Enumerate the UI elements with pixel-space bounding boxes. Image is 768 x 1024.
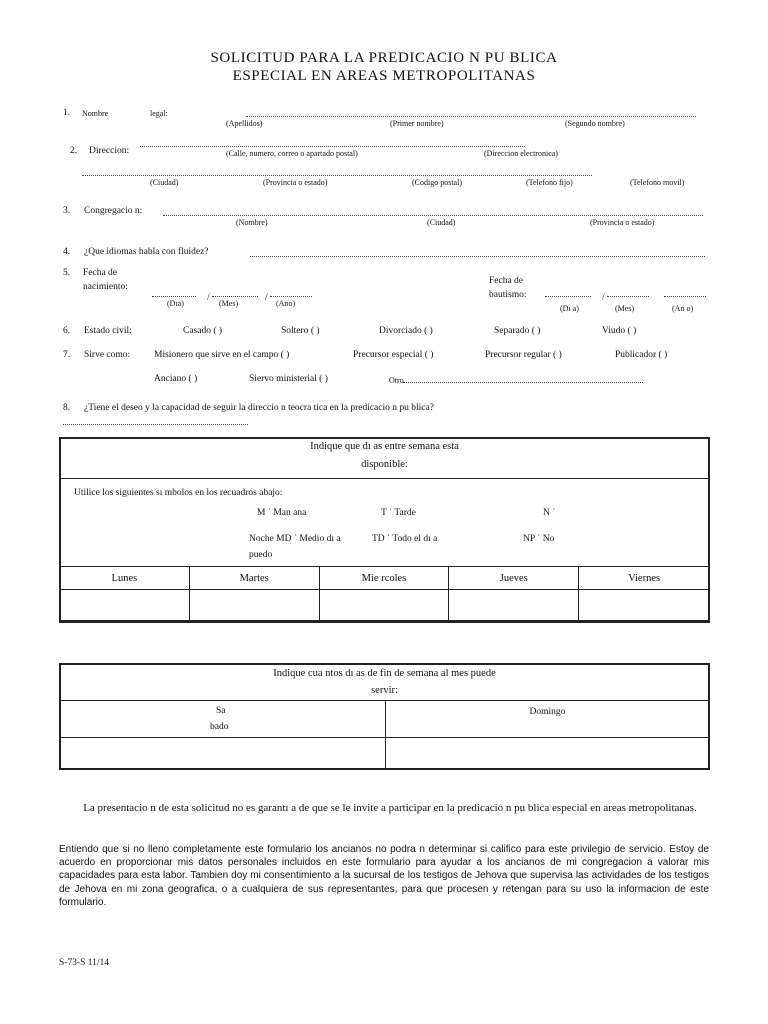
weekend-sabado-line2: bado: [210, 722, 229, 732]
weekend-header-line1: Indique cua ntos dı as de fin de semana al mes puede: [273, 668, 496, 679]
q4-number: 4.: [63, 247, 71, 257]
congregation-field[interactable]: [163, 215, 703, 216]
symbol-n: N ˙: [543, 508, 556, 518]
q5-sub-mes: (Mes): [219, 299, 239, 308]
weekday-header-line2: disponible:: [361, 459, 408, 470]
civil-option-divorciado[interactable]: Divorciado ( ): [379, 326, 433, 336]
weekday-header-jueves: Jueves: [449, 567, 579, 590]
address-city-field[interactable]: [82, 175, 592, 176]
birth-slash-1: /: [207, 293, 210, 303]
q1-label-legal: legal:: [150, 109, 168, 118]
q5-sub-dia2: (Dı a): [560, 304, 579, 313]
q1-sub-segundo-nombre: (Segundo nombre): [565, 119, 625, 128]
q1-label-nombre: Nombre: [82, 109, 109, 118]
birth-month-field[interactable]: [212, 296, 258, 297]
q2-sub-calle: (Calle, numero, correo o apartado postal): [226, 149, 358, 158]
q5-sub-ano: (Ano): [276, 299, 296, 308]
q7-label: Sirve como:: [84, 350, 131, 360]
address-street-field[interactable]: [140, 146, 525, 147]
q3-label: Congregacio n:: [84, 206, 143, 216]
q5-label-line2: nacimiento:: [83, 282, 128, 292]
weekday-header-lunes: Lunes: [60, 567, 190, 590]
languages-field[interactable]: [250, 256, 705, 257]
q3-sub-ciudad: (Ciudad): [427, 218, 456, 227]
form-title-line2: ESPECIAL EN AREAS METROPOLITANAS: [232, 68, 536, 84]
weekend-cell-sabado[interactable]: [61, 739, 384, 768]
serve-option-anciano[interactable]: Anciano ( ): [154, 374, 198, 384]
baptism-slash-1: /: [602, 293, 605, 303]
weekday-header-viernes: Viernes: [579, 567, 710, 590]
q2-number: 2.: [70, 146, 78, 156]
civil-option-separado[interactable]: Separado ( ): [494, 326, 541, 336]
q3-sub-nombre: (Nombre): [236, 218, 268, 227]
q4-label: ¿Que idiomas habla con fluidez?: [84, 247, 209, 257]
weekday-header-miercoles: Mie rcoles: [319, 567, 449, 590]
civil-option-viudo[interactable]: Viudo ( ): [602, 326, 637, 336]
weekday-table: [59, 566, 710, 623]
weekend-header-line2: servir:: [371, 685, 398, 696]
consent-paragraph: Entiendo que si no lleno completamente este formulario los ancianos no podra n determinar si califico para este privilegio de servicio. Estoy de acuerdo en proporcionar mis datos personales incluidos en este formulario para ayudar a los ancianos de mi congregacion a valorar mis capacidades para esta labor. Tambien doy mi consentimiento a la sucursal de los testigos de Jehova que supervisa las actividades de los testigos de Jehova en mi zona geografica, o a cualquiera de sus representantes, para que procesen y retengan para su uso la informacion de este formulario.: [59, 844, 709, 908]
q2-sub-postal: (Codigo postal): [412, 178, 462, 187]
weekday-cell-lunes[interactable]: [60, 590, 190, 623]
q2-sub-provincia: (Provincia o estado): [263, 178, 328, 187]
weekday-cell-viernes[interactable]: [579, 590, 710, 623]
birth-slash-2: /: [265, 293, 268, 303]
serve-option-siervo[interactable]: Siervo ministerial ( ): [249, 374, 328, 384]
weekday-cell-jueves[interactable]: [449, 590, 579, 623]
q1-sub-primer-nombre: (Primer nombre): [390, 119, 444, 128]
serve-option-precursor-especial[interactable]: Precursor especial ( ): [353, 350, 434, 360]
q6-label: Estado civil:: [84, 326, 132, 336]
q1-sub-apellidos: (Apellidos): [226, 119, 263, 128]
symbol-td: TD ˙ Todo el dı a: [372, 534, 438, 544]
q2-sub-email: (Direccion electronica): [484, 149, 558, 158]
serve-otro-field[interactable]: [403, 382, 643, 383]
serve-option-otro-label: Otro: [389, 376, 404, 385]
weekday-cell-miercoles[interactable]: [319, 590, 449, 623]
baptism-label-line1: Fecha de: [489, 276, 524, 286]
q2-sub-fijo: (Telefono fijo): [526, 178, 573, 187]
baptism-month-field[interactable]: [607, 296, 649, 297]
symbol-puedo: puedo: [249, 550, 273, 560]
q1-number: 1.: [63, 108, 71, 118]
symbol-np: NP ˙ No: [523, 534, 555, 544]
q2-label: Direccion:: [89, 146, 130, 156]
q2-sub-ciudad: (Ciudad): [150, 178, 179, 187]
notice-text: La presentacio n de esta solicitud no es garantı a de que se le invite a participar en la predicacio n pu blica especial en areas metropolitanas.: [83, 802, 697, 814]
serve-option-precursor-regular[interactable]: Precursor regular ( ): [485, 350, 562, 360]
serve-option-publicador[interactable]: Publicador ( ): [615, 350, 668, 360]
q8-answer-field[interactable]: [63, 424, 248, 425]
symbol-noche-md: Noche MD ˙ Medio dı a: [249, 534, 341, 544]
q2-sub-movil: (Telefono movil): [630, 178, 685, 187]
birth-year-field[interactable]: [270, 296, 312, 297]
q5-sub-ano2: (An o): [672, 304, 694, 313]
baptism-label-line2: bautismo:: [489, 290, 527, 300]
q5-label-line1: Fecha de: [83, 268, 118, 278]
q3-number: 3.: [63, 206, 71, 216]
q5-number: 5.: [63, 268, 71, 278]
q5-sub-mes2: (Mes): [615, 304, 635, 313]
form-code: S-73-S 11/14: [59, 958, 110, 968]
q6-number: 6.: [63, 326, 71, 336]
weekday-header-martes: Martes: [189, 567, 319, 590]
weekend-sabado-line1: Sa: [216, 706, 226, 716]
name-field[interactable]: [246, 116, 696, 117]
symbols-intro: Utilice los siguientes sı mbolos en los recuadros abajo:: [74, 488, 283, 498]
weekend-cell-domingo[interactable]: [387, 739, 708, 768]
civil-option-casado[interactable]: Casado ( ): [183, 326, 223, 336]
q8-number: 8.: [63, 403, 71, 413]
baptism-day-field[interactable]: [545, 296, 591, 297]
birth-day-field[interactable]: [152, 296, 196, 297]
q8-label: ¿Tiene el deseo y la capacidad de seguir la direccio n teocra tica en la predicacio n pu blica?: [84, 403, 434, 413]
weekday-header-divider: [60, 478, 709, 479]
civil-option-soltero[interactable]: Soltero ( ): [281, 326, 320, 336]
weekend-domingo-label: Domingo: [529, 707, 566, 717]
q7-number: 7.: [63, 350, 71, 360]
weekday-header-line1: Indique que dı as entre semana esta: [310, 441, 459, 452]
symbol-t: T ˙ Tarde: [381, 508, 416, 518]
serve-option-misionero[interactable]: Misionero que sirve en el campo ( ): [154, 350, 290, 360]
baptism-year-field[interactable]: [664, 296, 706, 297]
weekday-cell-martes[interactable]: [189, 590, 319, 623]
q5-sub-dia: (Dıa): [167, 299, 184, 308]
q3-sub-provincia: (Provincia o estado): [590, 218, 655, 227]
symbol-m: M ˙ Man ana: [257, 508, 307, 518]
form-title-line1: SOLICITUD PARA LA PREDICACIO N PU BLICA: [210, 50, 558, 66]
